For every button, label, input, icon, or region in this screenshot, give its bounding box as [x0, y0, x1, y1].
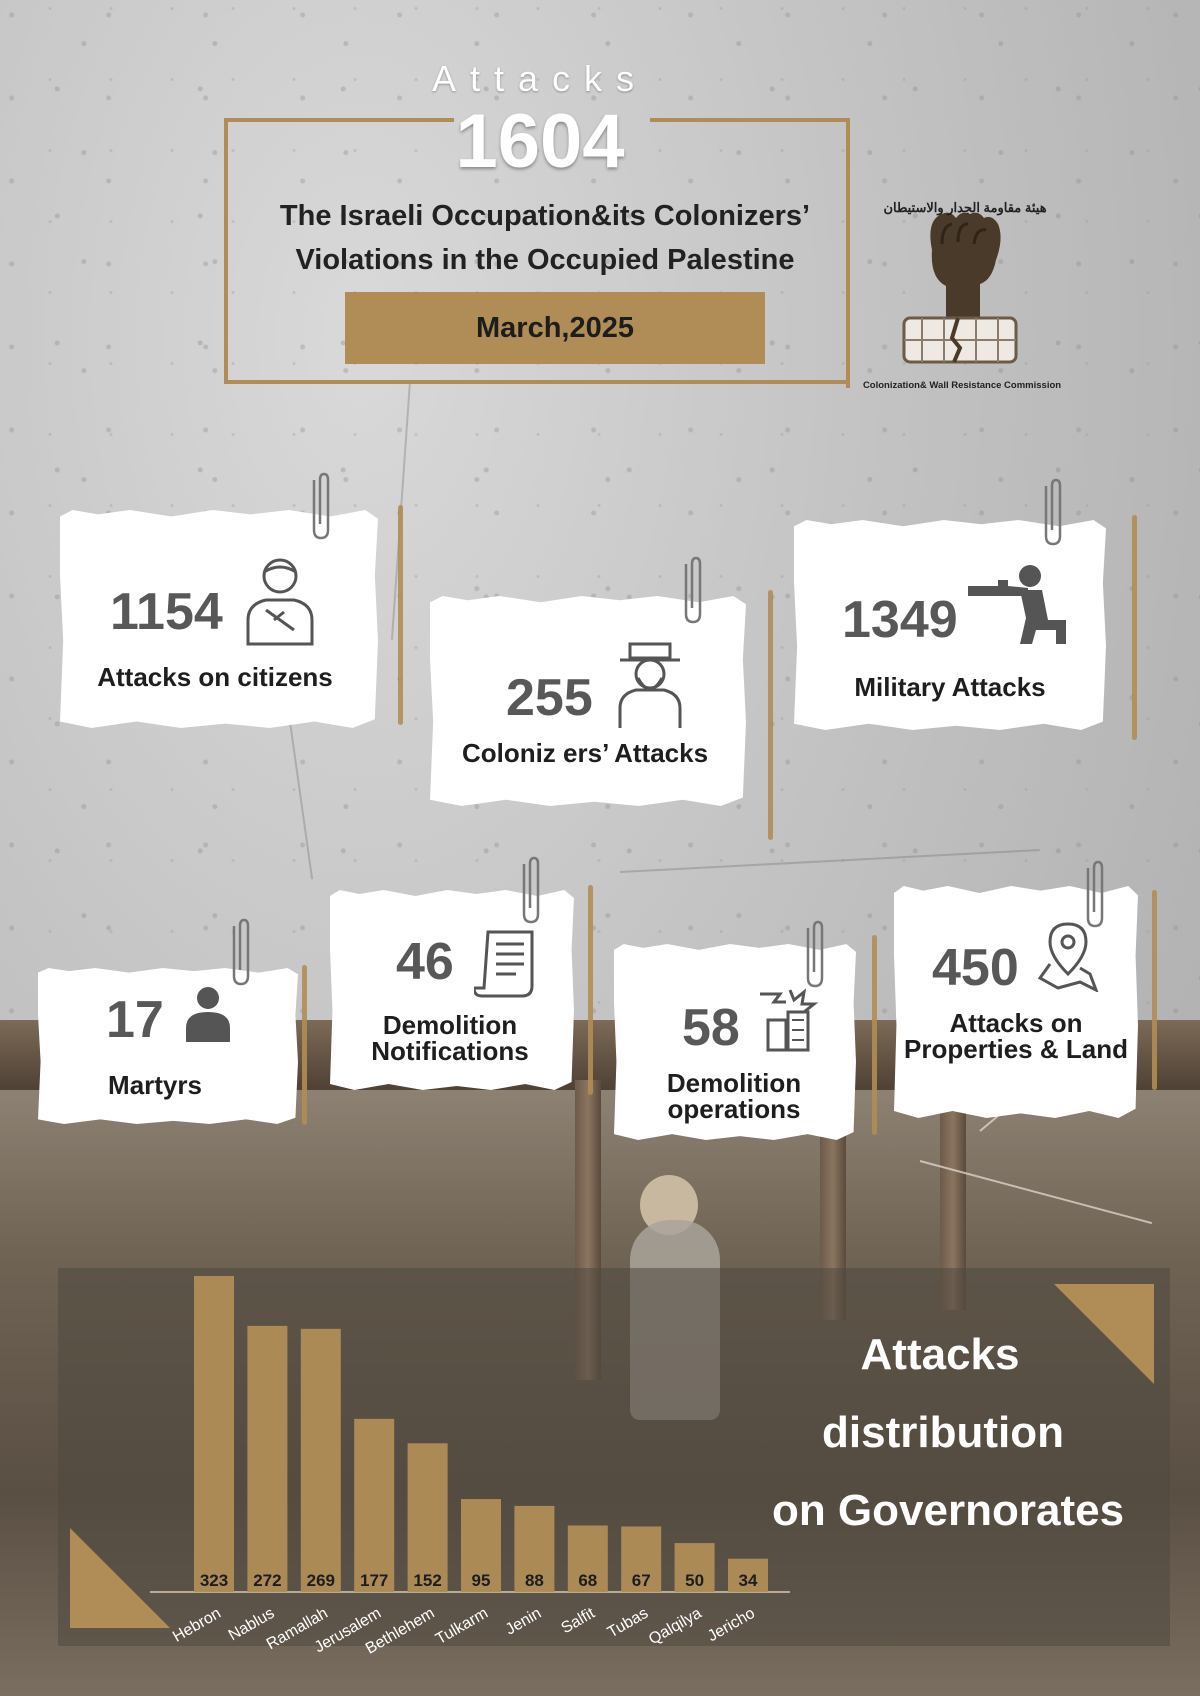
- attacks-total: 1604: [455, 99, 625, 184]
- x-tick-label: Salfit: [558, 1604, 598, 1638]
- subtitle-line-2: Violations in the Occupied Palestine: [295, 244, 795, 276]
- x-tick-label: Nablus: [225, 1604, 278, 1645]
- chart-title-line-2: distribution: [822, 1408, 1064, 1457]
- stat-label-line: Demolition: [382, 1010, 518, 1040]
- stat-label-military: Military Attacks: [854, 672, 1046, 702]
- stat-label-martyrs: Martyrs: [108, 1070, 202, 1100]
- stat-value-citizens: 1154: [110, 583, 223, 641]
- stat-value-demolition-notifications: 46: [396, 933, 454, 991]
- data-label: 68: [578, 1571, 598, 1590]
- bar-nablus: [247, 1326, 287, 1592]
- x-tick-label: Tulkarm: [432, 1604, 491, 1649]
- stat-label-colonizers: Coloniz ers’ Attacks: [461, 738, 709, 768]
- data-label: 272: [253, 1571, 282, 1590]
- data-label: 152: [413, 1571, 442, 1590]
- x-tick-label: Qalqilya: [646, 1604, 705, 1649]
- data-label: 67: [631, 1571, 651, 1590]
- x-tick-label: Jenin: [502, 1604, 545, 1639]
- logo-caption: Colonization& Wall Resistance Commission: [862, 380, 1062, 391]
- data-label: 50: [685, 1571, 705, 1590]
- bar-ramallah: [301, 1329, 341, 1592]
- bar-jerusalem: [354, 1419, 394, 1592]
- x-tick-label: Jericho: [704, 1604, 758, 1646]
- attacks-heading: Attacks: [431, 58, 649, 99]
- x-tick-label: Jerusalem: [311, 1604, 385, 1657]
- stat-value-demolition-operations: 58: [682, 999, 740, 1057]
- x-tick-label: Tubas: [604, 1604, 652, 1642]
- stat-label-line: Attacks on: [949, 1008, 1083, 1038]
- chart-title-line-1: Attacks: [860, 1330, 1020, 1379]
- data-label: 269: [306, 1571, 335, 1590]
- stat-label-line: Properties & Land: [904, 1034, 1128, 1064]
- data-label: 177: [360, 1571, 389, 1590]
- date-label: March,2025: [476, 311, 634, 344]
- stat-label-line: operations: [667, 1094, 801, 1124]
- subtitle-line-1: The Israeli Occupation&its Colonizers’: [279, 200, 811, 232]
- bar-hebron: [194, 1276, 234, 1592]
- stat-value-colonizers: 255: [506, 669, 593, 727]
- data-label: 34: [738, 1571, 758, 1590]
- chart-title-line-3: on Governorates: [771, 1486, 1125, 1535]
- stat-value-properties-land: 450: [932, 939, 1019, 997]
- x-tick-label: Bethlehem: [362, 1604, 438, 1658]
- logo-arabic-text: هيئة مقاومة الجدار والاستيطان: [883, 200, 1047, 215]
- bar-bethlehem: [408, 1443, 448, 1592]
- data-label: 88: [524, 1571, 544, 1590]
- stat-label-line: Demolition: [666, 1068, 802, 1098]
- data-label: 95: [471, 1571, 491, 1590]
- x-tick-label: Ramallah: [263, 1604, 331, 1654]
- stat-label-citizens: Attacks on citizens: [97, 662, 333, 692]
- stat-value-military: 1349: [842, 591, 958, 649]
- stat-value-martyrs: 17: [106, 991, 164, 1049]
- data-label: 323: [199, 1571, 229, 1590]
- stat-label-line: Notifications: [371, 1036, 529, 1066]
- x-tick-label: Hebron: [170, 1604, 224, 1646]
